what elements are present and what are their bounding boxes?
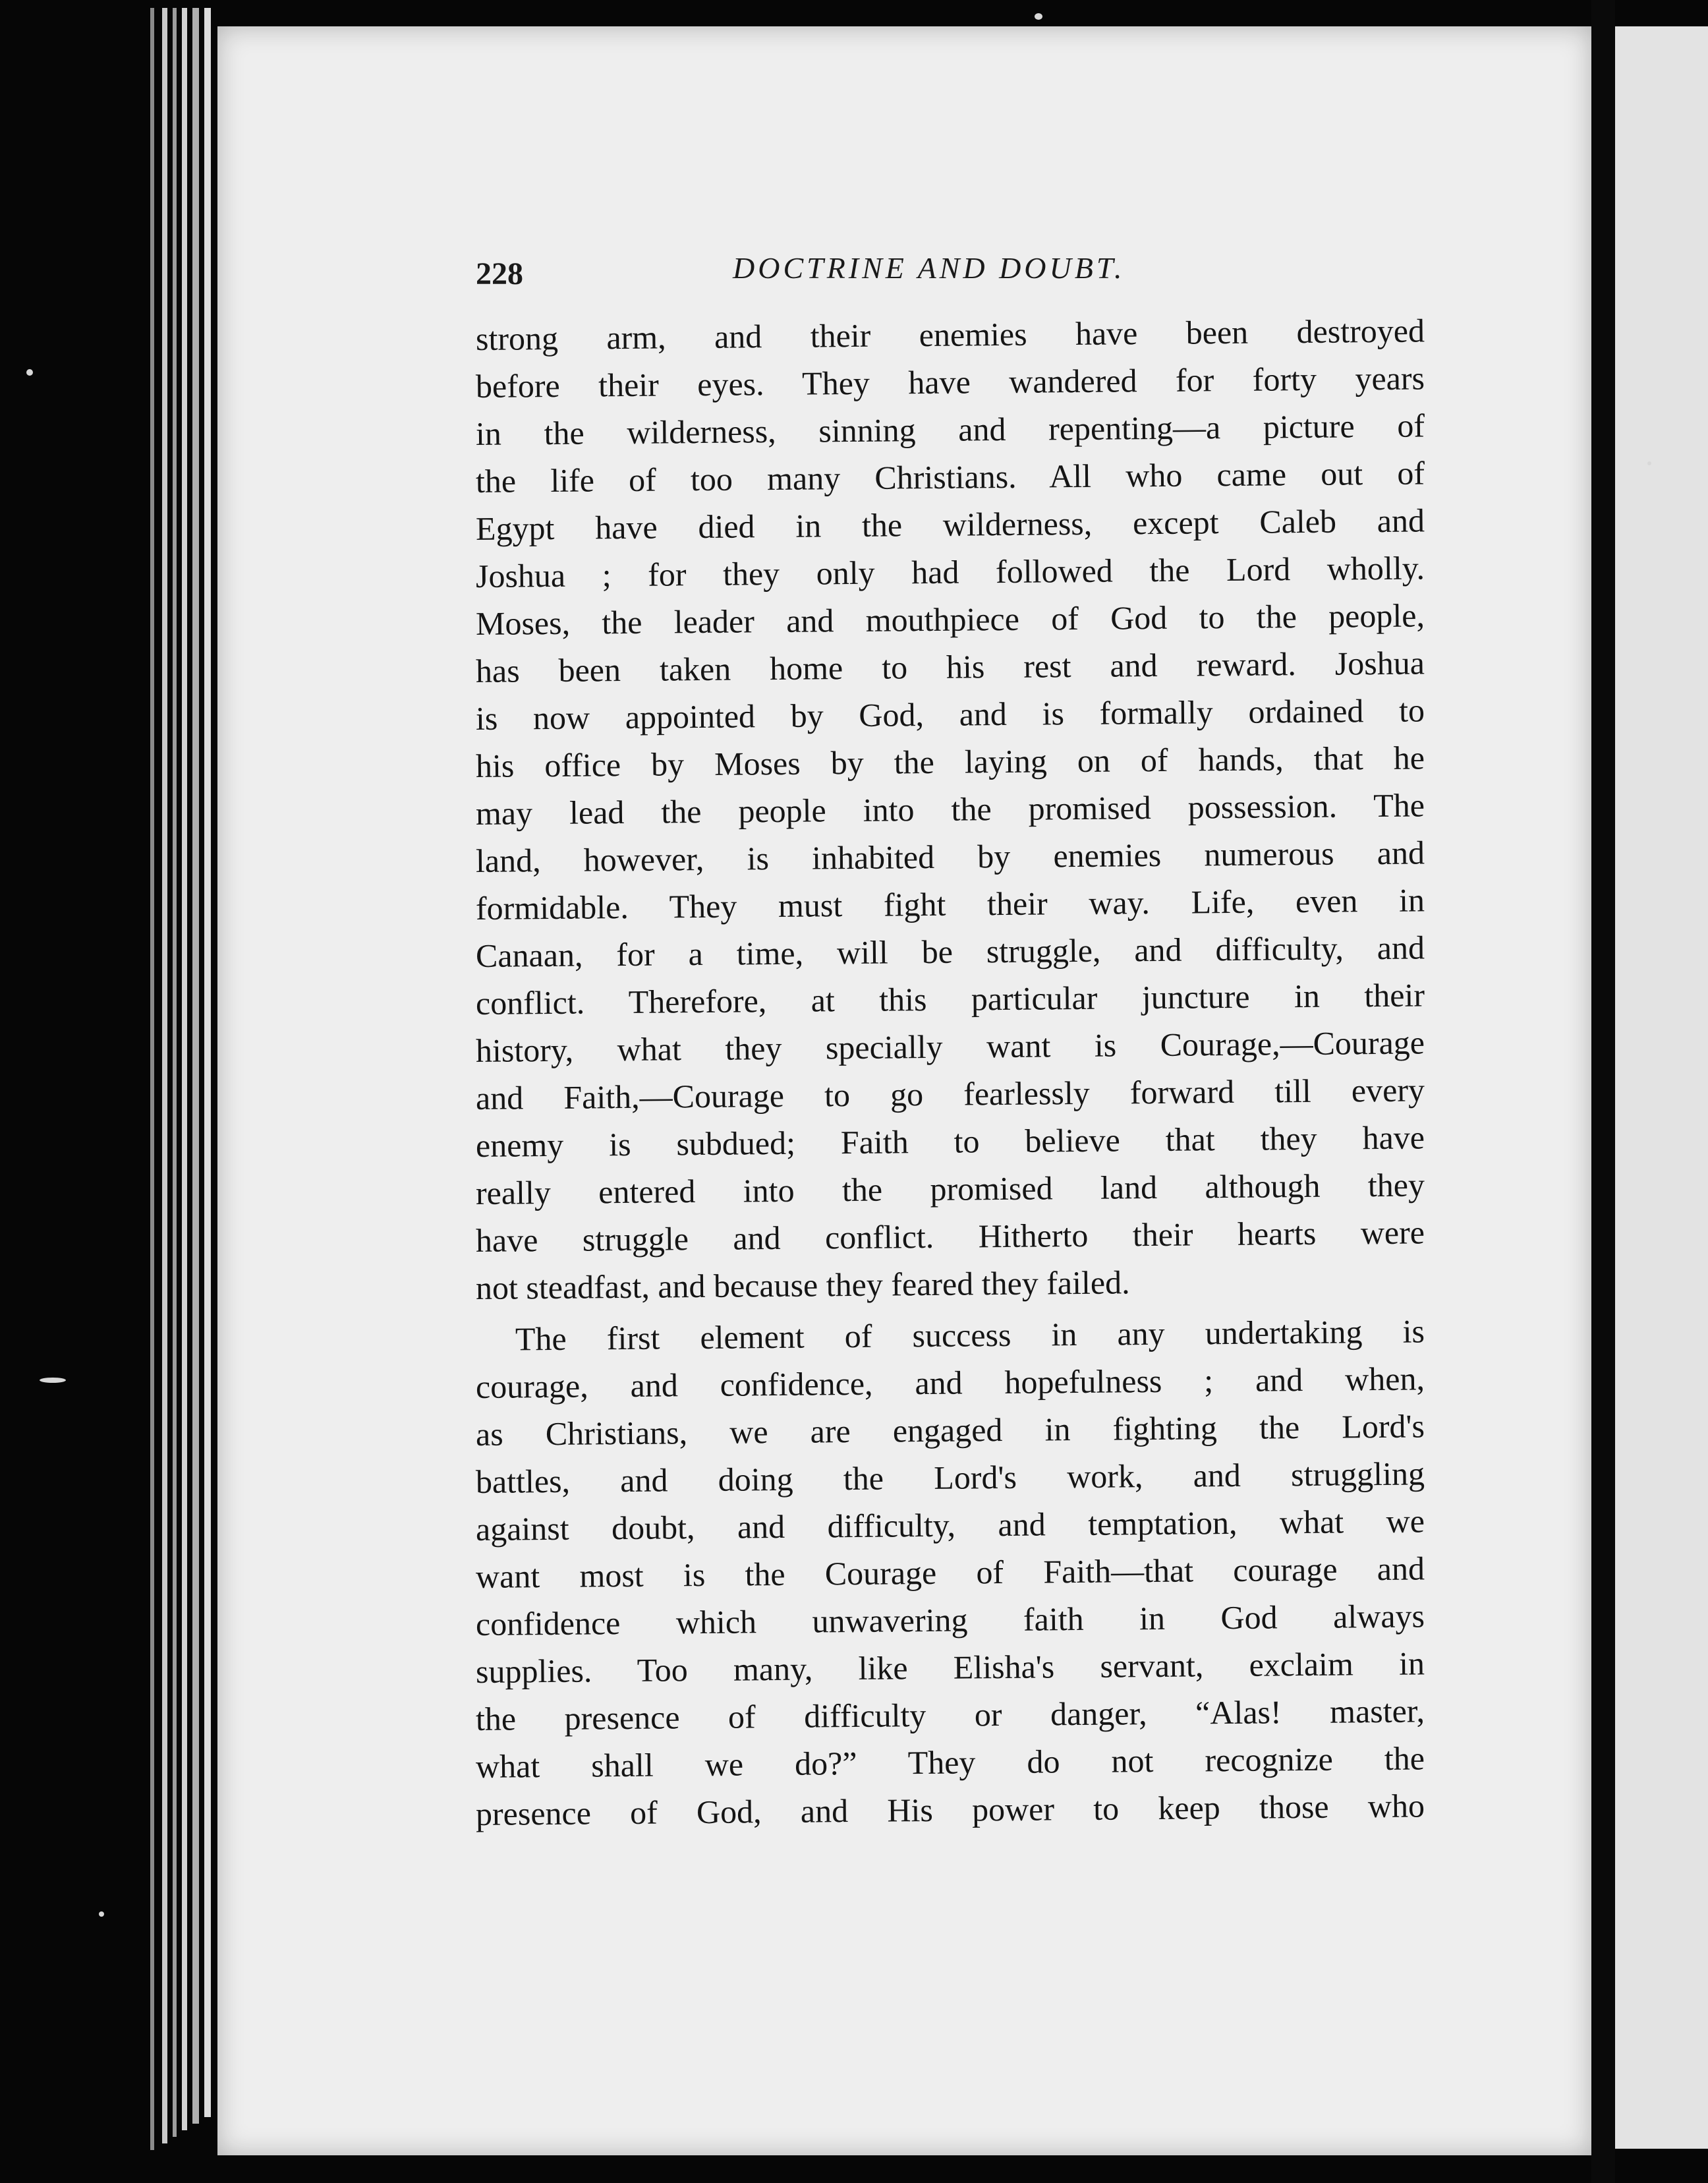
page-edge: [173, 8, 177, 2137]
text-line: want most is the Courage of Faith—that courage and: [475, 1550, 1425, 1595]
text-line: in the wilderness, sinning and repenting—a picture of: [475, 407, 1425, 452]
page-edge: [162, 8, 167, 2143]
page-edge: [192, 8, 199, 2124]
paragraph: [475, 312, 1425, 1312]
text-line: have struggle and conflict. Hitherto their hearts were: [475, 1213, 1425, 1259]
text-line: confidence which unwavering faith in God always: [475, 1597, 1425, 1643]
dust-speck: [40, 1378, 66, 1383]
dust-speck: [99, 1911, 104, 1917]
text-line: strong arm, and their enemies have been destroyed: [475, 312, 1425, 357]
text-line: history, what they specially want is Courage,—Courage: [475, 1024, 1425, 1069]
page-number: 228: [476, 256, 523, 291]
text-line: really entered into the promised land although they: [475, 1166, 1425, 1211]
dust-speck: [1647, 461, 1651, 465]
text-line: enemy is subdued; Faith to believe that they have: [475, 1119, 1425, 1164]
text-line: formidable. They must fight their way. Life, even in: [475, 881, 1425, 927]
text-line: the life of too many Christians. All who came out of: [475, 454, 1425, 500]
facing-page-edge: [1615, 26, 1708, 2149]
text-line: his office by Moses by the laying on of hands, that he: [475, 739, 1425, 784]
book-gutter: [1591, 0, 1615, 2183]
text-line: before their eyes. They have wandered for forty years: [475, 359, 1425, 405]
text-line: battles, and doing the Lord's work, and struggling: [475, 1455, 1425, 1500]
text-line: has been taken home to his rest and reward. Joshua: [475, 644, 1425, 689]
text-line: against doubt, and difficulty, and temptation, what we: [475, 1502, 1425, 1548]
text-line: Moses, the leader and mouthpiece of God to the people,: [475, 597, 1425, 642]
running-head: DOCTRINE AND DOUBT.: [733, 251, 1125, 285]
text-line: courage, and confidence, and hopefulness ; and when,: [475, 1360, 1425, 1405]
text-line: conflict. Therefore, at this particular juncture in their: [475, 976, 1425, 1022]
text-line: presence of God, and His power to keep those who: [475, 1787, 1425, 1832]
dust-speck: [1035, 13, 1042, 20]
text-line: Canaan, for a time, will be struggle, and difficulty, and: [475, 929, 1425, 974]
text-line: and Faith,—Courage to go fearlessly forward till every: [475, 1071, 1425, 1117]
page-edge: [204, 8, 211, 2117]
text-line: Egypt have died in the wilderness, except Caleb and: [475, 502, 1425, 547]
text-line: what shall we do?” They do not recognize the: [475, 1739, 1425, 1785]
text-line: not steadfast, and because they feared they failed.: [475, 1264, 1130, 1306]
text-line: as Christians, we are engaged in fighting the Lord's: [475, 1407, 1425, 1453]
page-header: [476, 250, 1398, 303]
dust-speck: [26, 369, 33, 376]
page-edge: [182, 8, 187, 2130]
text-line: the presence of difficulty or danger, “Alas! master,: [475, 1692, 1425, 1737]
text-line: is now appointed by God, and is formally ordained to: [475, 691, 1425, 737]
text-line: land, however, is inhabited by enemies numerous and: [475, 834, 1425, 879]
text-line: supplies. Too many, like Elisha's servant, exclaim in: [475, 1645, 1425, 1690]
text-line: may lead the people into the promised possession. The: [475, 786, 1425, 832]
body-text: [475, 312, 1425, 1838]
paragraph: [475, 1312, 1425, 1838]
page-edge: [150, 8, 154, 2150]
text-line: The first element of success in any undertaking is: [515, 1312, 1425, 1358]
text-line: Joshua ; for they only had followed the Lord wholly.: [475, 549, 1425, 595]
